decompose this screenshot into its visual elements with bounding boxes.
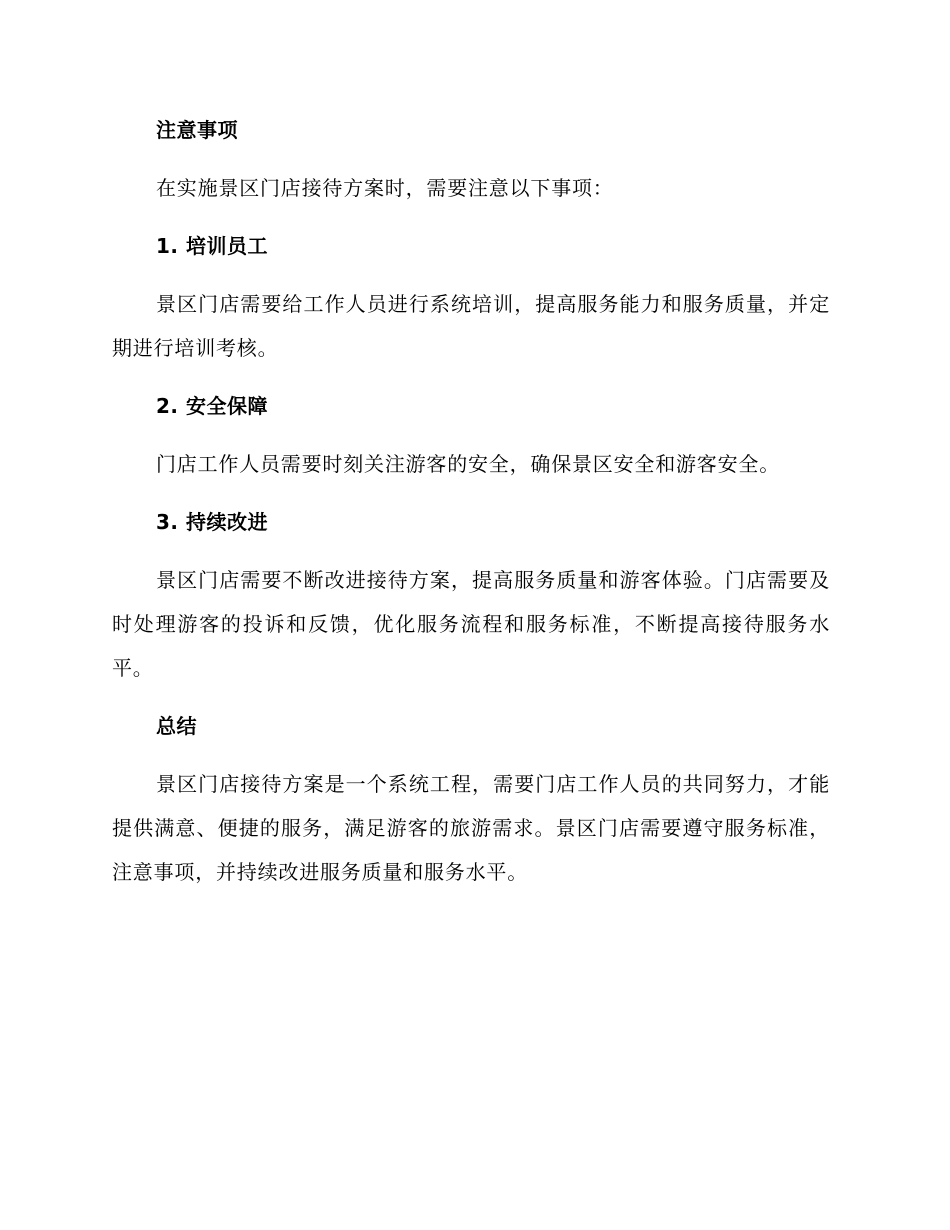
document-content — [112, 108, 830, 908]
safety-paragraph: 门店工作人员需要时刻关注游客的安全，确保景区安全和游客安全。 — [156, 452, 780, 476]
section-heading-summary: 总结 — [156, 714, 197, 738]
notes-intro-paragraph: 在实施景区门店接待方案时，需要注意以下事项： — [156, 176, 614, 200]
train-staff-paragraph: 景区门店需要给工作人员进行系统培训，提高服务能力和服务质量，并定期进行培训考核。 — [112, 292, 830, 360]
improvement-paragraph: 景区门店需要不断改进接待方案，提高服务质量和游客体验。门店需要及时处理游客的投诉和反馈，优化服务流程和服务标准，不断提高接待服务水平。 — [112, 568, 830, 680]
subheading-train-staff: 1. 培训员工 — [156, 234, 268, 258]
subheading-safety: 2. 安全保障 — [156, 394, 268, 418]
section-heading-notes: 注意事项 — [156, 118, 238, 142]
subheading-improvement: 3. 持续改进 — [156, 510, 268, 534]
summary-paragraph: 景区门店接待方案是一个系统工程，需要门店工作人员的共同努力，才能提供满意、便捷的服务，满足游客的旅游需求。景区门店需要遵守服务标准，注意事项，并持续改进服务质量和服务水平。 — [112, 772, 830, 884]
